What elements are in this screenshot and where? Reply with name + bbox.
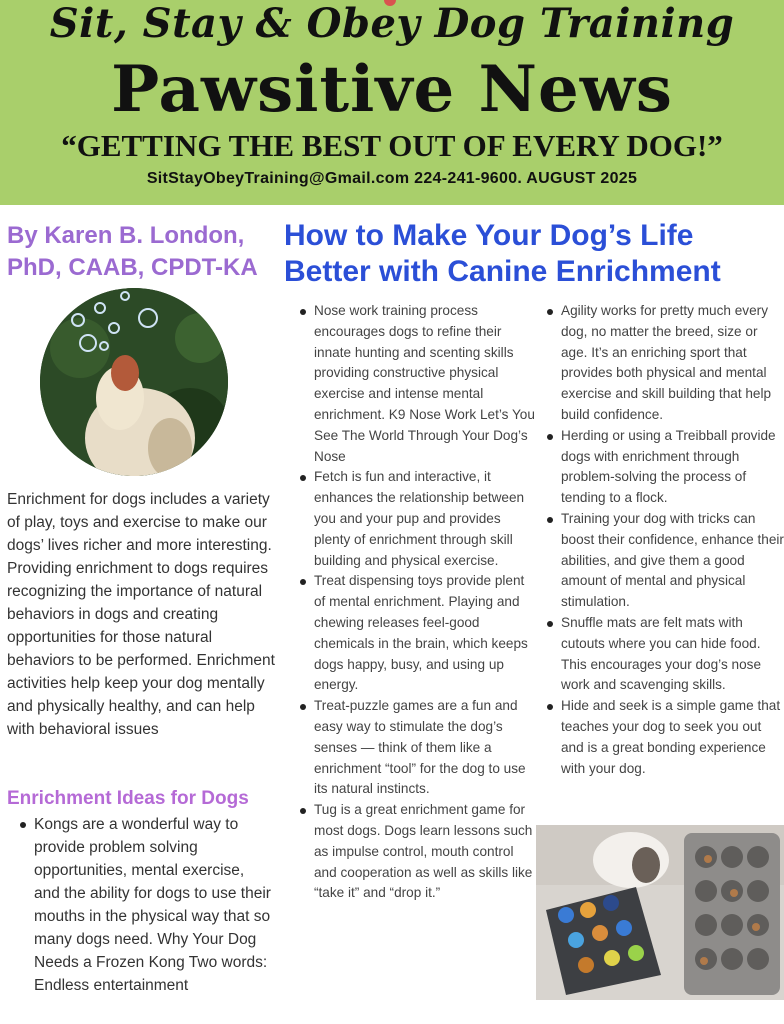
dog-bubbles-photo	[40, 288, 228, 476]
list-item: Snuffle mats are felt mats with cutouts where you can hide food. This encourages your dog’s nose work and scavenging skills.	[545, 613, 784, 696]
list-item: Nose work training process encourages dogs to refine their innate hunting and scenting skills providing constructive physical exercise and intense mental enrichment. K9 Nose Work Let’s You See The World Through Your Dog’s Nose	[298, 301, 538, 467]
article-title: How to Make Your Dog’s Life Better with Canine Enrichment	[284, 219, 721, 288]
list-item: Fetch is fun and interactive, it enhances the relationship between you and your pup and provides plenty of enrichment through skill building and physical exercise.	[298, 467, 538, 571]
business-name: Sit, Stay & Obey Dog Training	[49, 0, 735, 47]
list-item: Herding or using a Treibball provide dogs with enrichment through problem-solving the process of tending to a flock.	[545, 426, 784, 509]
ideas-list	[18, 813, 273, 997]
intro-paragraph: Enrichment for dogs includes a variety of play, toys and exercise to make our dogs’ lives richer and more interesting. Providing enrichment to dogs requires recognizing the importance of natural behaviors in dogs and creating opportunities for those natural behaviors to be performed. Enrichment activities help keep your dog mentally and physically healthy, and can help with behavioral issues	[7, 491, 275, 738]
list-item: Treat dispensing toys provide plent of mental enrichment. Playing and chewing releases feel-good chemicals in the brain, which keeps dogs happy, busy, and using up energy.	[298, 571, 538, 696]
tagline: “GETTING THE BEST OUT OF EVERY DOG!”	[61, 128, 723, 163]
newsletter-title: Pawsitive News	[111, 52, 673, 127]
list-item: Tug is a great enrichment game for most dogs. Dogs learn lessons such as impulse control, mouth control and cooperation as well as skills like “take it” and “drop it.”	[298, 800, 538, 904]
author-byline: By Karen B. London, PhD, CAAB, CPDT-KA	[7, 222, 258, 281]
puzzle-toy-photo	[536, 825, 784, 1000]
list-item: Treat-puzzle games are a fun and easy way to stimulate the dog’s senses — think of them like a enrichment “tool” for the dog to use its natural instincts.	[298, 696, 538, 800]
contact-line: SitStayObeyTraining@Gmail.com 224-241-9600. AUGUST 2025	[146, 170, 638, 187]
article-column-2	[545, 301, 784, 779]
ideas-heading: Enrichment Ideas for Dogs	[7, 788, 249, 809]
list-item: Training your dog with tricks can boost their confidence, enhance their abilities, and give them a good amount of mental and physical stimulation.	[545, 509, 784, 613]
article-column-1	[298, 301, 538, 904]
list-item: Agility works for pretty much every dog, no matter the breed, size or age. It’s an enriching sport that provides both physical and mental exercise and skill building that help build confidence.	[545, 301, 784, 426]
newsletter-header	[0, 0, 784, 205]
muffin-tin-puzzle-illustration	[536, 825, 784, 1000]
list-item: Hide and seek is a simple game that teaches your dog to seek you out and is a great bonding experience with your dog.	[545, 696, 784, 779]
dog-bubbles-illustration	[40, 288, 228, 476]
list-item: Kongs are a wonderful way to provide problem solving opportunities, mental exercise, and the ability for dogs to use their mouths in the physical way that so many dogs need. Why Your Dog Needs a Frozen Kong Two words: Endless entertainment	[18, 813, 273, 997]
